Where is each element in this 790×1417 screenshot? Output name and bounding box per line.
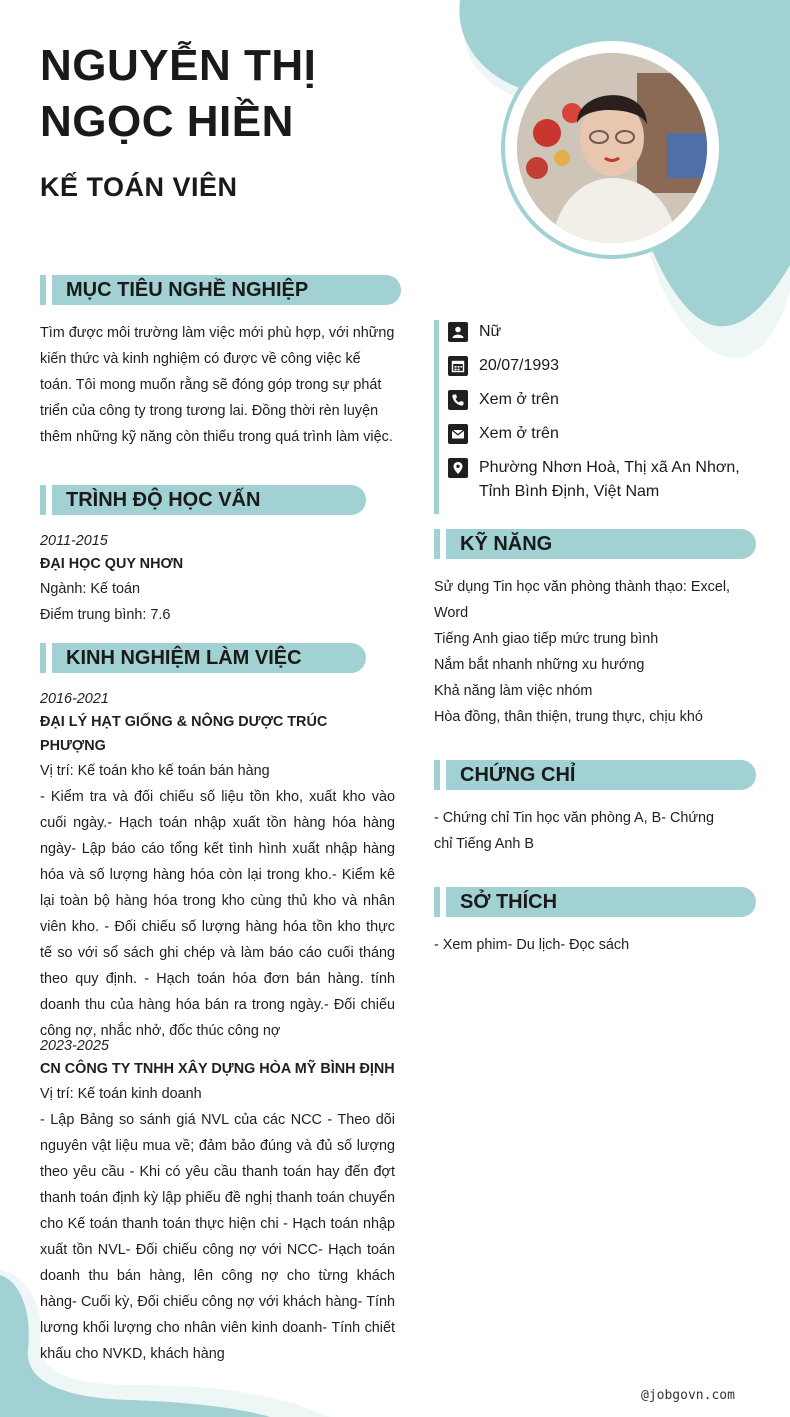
education-heading (40, 485, 366, 515)
objective-text: Tìm được môi trường làm việc mới phù hợp, với những kiến thức và kinh nghiệm có được về công việc kế toán. Tôi mong muốn rằng sẽ đóng góp trong sự phát triển của công ty trong tương lai. Đồng thời rèn luyện thêm những kỹ năng còn thiếu trong quá trình làm việc. (40, 325, 395, 445)
job-title: KẾ TOÁN VIÊN (40, 172, 238, 202)
contact-email-text: Xem ở trên (479, 425, 559, 442)
certificates-heading (434, 760, 756, 790)
skill-item: Nắm bắt nhanh những xu hướng (434, 657, 645, 673)
hobbies-text: - Xem phim- Du lịch- Đọc sách (434, 937, 630, 953)
education-period: 2011-2015 (40, 533, 108, 549)
contact-birthdate-text: 20/07/1993 (479, 357, 560, 374)
objective-heading (40, 275, 401, 305)
education-school: ĐẠI HỌC QUY NHƠN (40, 556, 184, 572)
profile-photo-frame (501, 37, 723, 259)
certificates-text: - Chứng chỉ Tin học văn phòng A, B- Chứng chỉ Tiếng Anh B (434, 810, 715, 852)
education-gpa: Điểm trung bình: 7.6 (40, 607, 171, 623)
experience-period: 2016-2021 (40, 691, 109, 707)
skill-item: Tiếng Anh giao tiếp mức trung bình (434, 631, 659, 647)
heading-accent-bar (40, 643, 46, 673)
skills-heading (434, 529, 756, 559)
name-line-1: NGUYỄN THỊ (40, 41, 317, 90)
contact-phone-text: Xem ở trên (479, 391, 559, 408)
contact-info (434, 320, 754, 514)
heading-accent-bar (434, 887, 440, 917)
skill-item: Sử dụng Tin học văn phòng thành thạo: Excel, Word (434, 579, 731, 621)
heading-accent-bar (434, 760, 440, 790)
experience-heading (40, 643, 366, 673)
experience-heading-label: KINH NGHIỆM LÀM VIỆC (52, 643, 366, 673)
skills-list (434, 574, 734, 730)
objective-heading-label: MỤC TIÊU NGHỀ NGHIỆP (52, 275, 401, 305)
profile-photo (517, 53, 707, 243)
contact-email (448, 422, 754, 446)
experience-position: Vị trí: Kế toán kinh doanh (40, 1086, 202, 1102)
experience-description: - Lập Bảng so sánh giá NVL của các NCC - Theo dõi nguyên vật liệu mua về; đảm bảo đúng và đủ số lượng theo yêu cầu - Khi có yêu cầu thanh toán hay đến đợt thanh toán định kỳ lập phiếu đề nghị thanh toán chuyển cho Kế toán thanh toán thực hiện chi - Hạch toán nhập xuất tồn NVL- Đối chiếu công nợ với NCC- Hạch toán doanh thu bán hàng, lên công nợ cho từng khách hàng- Cuối kỳ, Đối chiếu công nợ với khách hàng- Tính lương khối lượng cho nhân viên kinh doanh- Tính chiết khấu cho NVKD, khách hàng (40, 1112, 395, 1362)
skill-item: Hòa đồng, thân thiện, trung thực, chịu khó (434, 709, 703, 725)
experience-description: - Kiểm tra và đối chiếu số liệu tồn kho, xuất kho vào cuối ngày.- Hạch toán nhập xuất tồn hàng hóa hàng ngày- Lập báo cáo tổng kết tình hình xuất nhập hàng hóa và số lượng hàng hóa còn lại trong kho.- Kiểm kê lại toàn bộ hàng hóa trong kho cùng thủ kho và nhân viên kho. - Đối chiếu số lượng hàng hóa tồn kho thực tế so với sổ sách ghi chép và làm báo cáo cuối tháng theo quy định. - Hạch toán hóa đơn bán hàng. tính doanh thu của hàng hóa bán ra trong ngày.- Đối chiếu công nợ, nhắc nhở, đốc thúc công nợ (40, 789, 395, 1039)
experience-entry-2 (40, 1035, 395, 1367)
profile-photo-illustration (517, 53, 707, 243)
contact-address-text: Phường Nhơn Hoà, Thị xã An Nhơn, Tỉnh Bình Định, Việt Nam (479, 459, 740, 500)
contact-birthdate (448, 354, 754, 378)
name-line-2: NGỌC HIỀN (40, 97, 294, 146)
hobbies-heading-label: SỞ THÍCH (446, 887, 756, 917)
experience-company: CN CÔNG TY TNHH XÂY DỰNG HÒA MỸ BÌNH ĐỊNH (40, 1061, 395, 1077)
candidate-name (40, 38, 316, 150)
heading-accent-bar (434, 529, 440, 559)
site-watermark: @jobgovn.com (641, 1388, 735, 1403)
contact-phone (448, 388, 754, 412)
education-major: Ngành: Kế toán (40, 581, 141, 597)
certificates-heading-label: CHỨNG CHỈ (446, 760, 756, 790)
hobbies-heading (434, 887, 756, 917)
experience-position: Vị trí: Kế toán kho kế toán bán hàng (40, 763, 270, 779)
skill-item: Khả năng làm việc nhóm (434, 683, 593, 699)
contact-gender (448, 320, 754, 344)
phone-icon (448, 390, 468, 410)
location-pin-icon (448, 458, 468, 478)
experience-company: ĐẠI LÝ HẠT GIỐNG & NÔNG DƯỢC TRÚC PHƯỢNG (40, 714, 328, 754)
heading-accent-bar (40, 275, 46, 305)
mail-icon (448, 424, 468, 444)
experience-period: 2023-2025 (40, 1038, 109, 1054)
heading-accent-bar (40, 485, 46, 515)
education-entry (40, 530, 395, 628)
calendar-icon (448, 356, 468, 376)
experience-entry-1 (40, 688, 395, 1044)
contact-address (448, 456, 754, 504)
person-icon (448, 322, 468, 342)
contact-gender-text: Nữ (479, 323, 502, 340)
education-heading-label: TRÌNH ĐỘ HỌC VẤN (52, 485, 366, 515)
skills-heading-label: KỸ NĂNG (446, 529, 756, 559)
